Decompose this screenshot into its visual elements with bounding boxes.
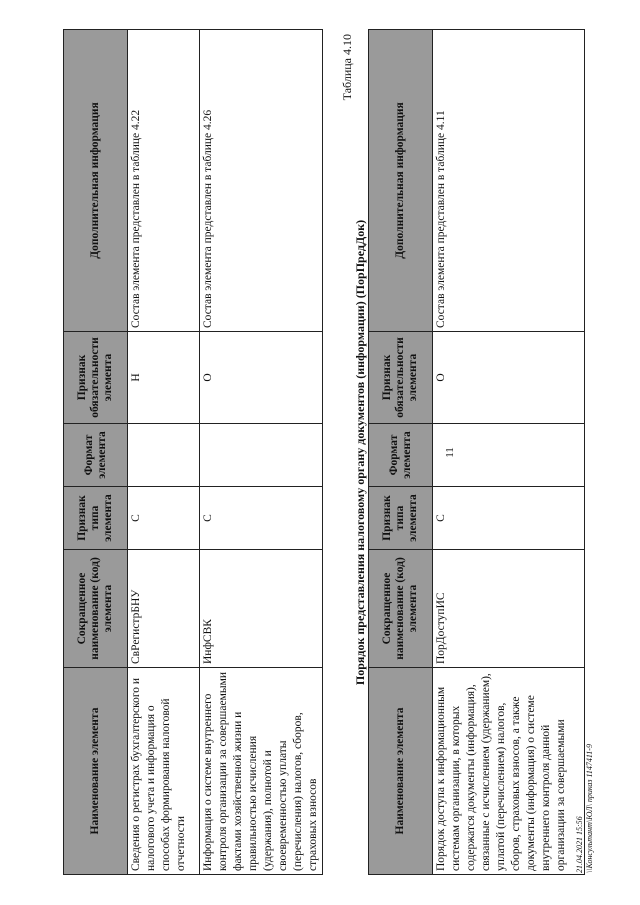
table-row <box>128 30 200 875</box>
header-element-name: Наименование элемента <box>64 668 128 875</box>
cell-element-name: Информация о системе внутреннего контроля организации за совершаемыми фактами хозяйственной жизни и правильностью исчисления (удержания), полнотой и своевременностью уплаты (перечисления) налогов, сборов, страховых взносов <box>200 668 323 875</box>
footer-path: \\Консультант\ЮЛ\ приказ 1147411-9 <box>585 744 594 873</box>
table-label: Таблица 4.10 <box>340 34 354 101</box>
cell-element-code: СвРегистрБНУ <box>128 550 200 668</box>
elements-table-continued <box>63 29 323 875</box>
cell-element-type: С <box>433 487 585 550</box>
footer-stamp <box>575 744 595 873</box>
header-element-name: Наименование элемента <box>369 668 433 875</box>
cell-element-name: Сведения о регистрах бухгалтерского и налогового учета и информация о способах формирования налоговой отчетности <box>128 668 200 875</box>
page-number: 11 <box>444 447 456 458</box>
cell-element-format <box>433 424 585 487</box>
header-element-required: Признак обязательности элемента <box>369 332 433 424</box>
cell-element-type: С <box>128 487 200 550</box>
header-additional-info: Дополнительная информация <box>369 30 433 332</box>
table-row <box>200 30 323 875</box>
cell-element-type: С <box>200 487 323 550</box>
procedure-table <box>368 29 585 875</box>
header-element-type: Признак типа элемента <box>369 487 433 550</box>
header-element-code: Сокращенное наименование (код) элемента <box>369 550 433 668</box>
cell-element-required: Н <box>128 332 200 424</box>
cell-element-format <box>200 424 323 487</box>
cell-element-required: О <box>200 332 323 424</box>
header-additional-info: Дополнительная информация <box>64 30 128 332</box>
cell-additional-info: Состав элемента представлен в таблице 4.26 <box>200 30 323 332</box>
table-caption: Порядок представления налоговому органу документов (информации) (ПорПредДок) <box>353 219 367 686</box>
cell-element-code: ИнфСВК <box>200 550 323 668</box>
header-element-format: Формат элемента <box>369 424 433 487</box>
header-element-required: Признак обязательности элемента <box>64 332 128 424</box>
table-row <box>433 30 585 875</box>
cell-element-format <box>128 424 200 487</box>
header-element-format: Формат элемента <box>64 424 128 487</box>
cell-additional-info: Состав элемента представлен в таблице 4.11 <box>433 30 585 332</box>
cell-element-required: О <box>433 332 585 424</box>
cell-element-name: Порядок доступа к информационным системам организации, в которых содержатся документы (информация), связанные с исчислением (удержанием), уплатой (перечислением) налогов, сборов, страховых взносов, а также документы (информация) о системе внутреннего контроля данной организации за совершаемыми <box>433 668 585 875</box>
footer-date: 21.04.2021 15:56 <box>575 816 584 873</box>
header-element-code: Сокращенное наименование (код) элемента <box>64 550 128 668</box>
cell-additional-info: Состав элемента представлен в таблице 4.22 <box>128 30 200 332</box>
cell-element-code: ПорДоступИС <box>433 550 585 668</box>
header-element-type: Признак типа элемента <box>64 487 128 550</box>
